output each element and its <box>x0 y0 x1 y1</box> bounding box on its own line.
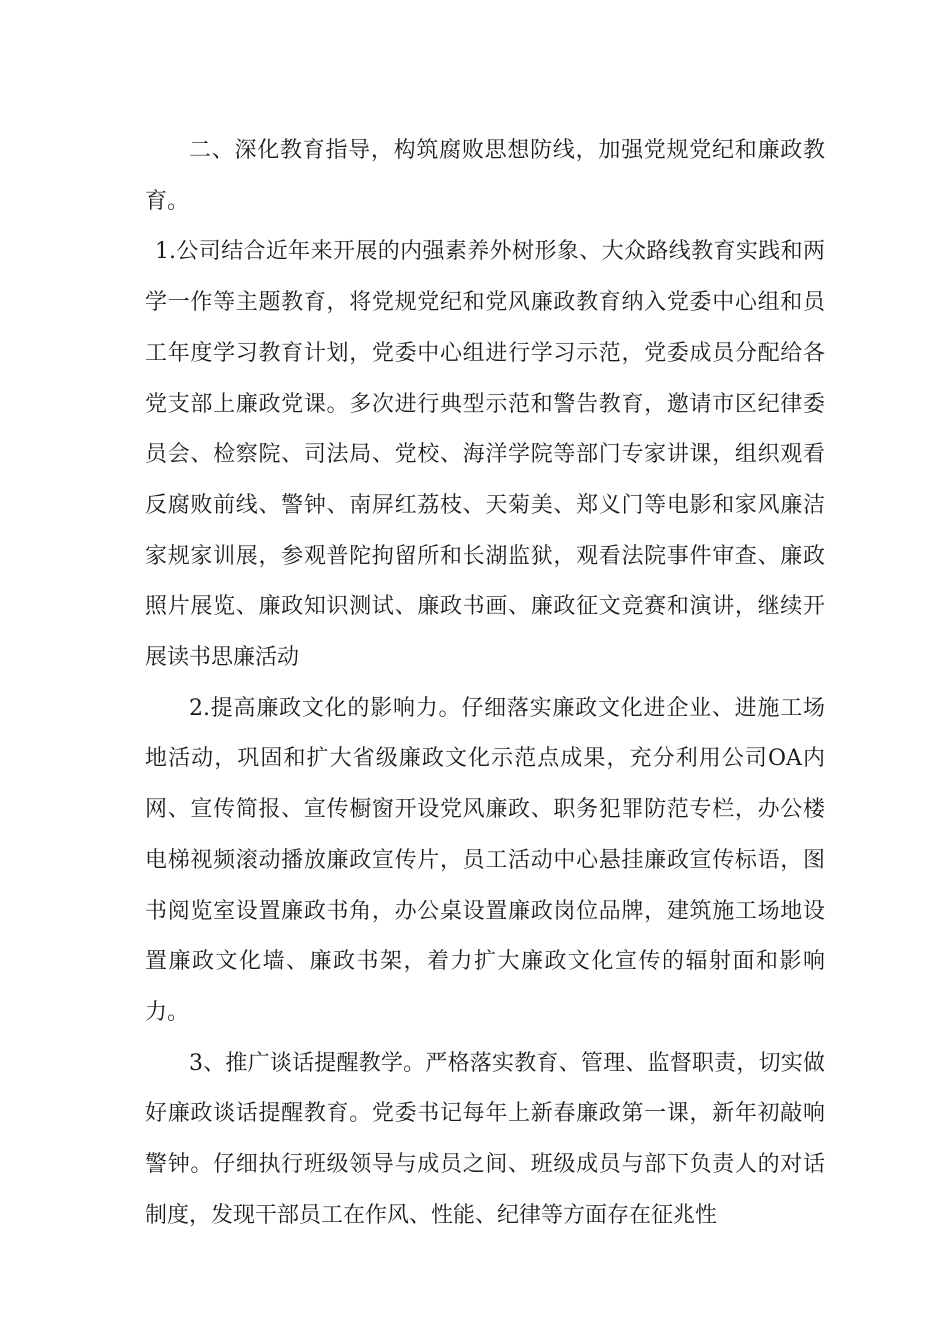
paragraph-item-1: 1.公司结合近年来开展的内强素养外树形象、大众路线教育实践和两学一作等主题教育，将党规党纪和党风廉政教育纳入党委中心组和员工年度学习教育计划，党委中心组进行学习示范，党委成员分配给各党支部上廉政党课。多次进行典型示范和警告教育，邀请市区纪律委员会、检察院、司法局、党校、海洋学院等部门专家讲课，组织观看反腐败前线、警钟、南屏红荔枝、天菊美、郑义门等电影和家风廉洁家规家训展，参观普陀拘留所和长湖监狱，观看法院事件审查、廉政照片展览、廉政知识测试、廉政书画、廉政征文竞赛和演讲，继续开展读书思廉活动 <box>145 239 825 671</box>
paragraph-item-3: 3、推广谈话提醒教学。严格落实教育、管理、监督职责，切实做好廉政谈话提醒教育。党委书记每年上新春廉政第一课，新年初敲响警钟。仔细执行班级领导与成员之间、班级成员与部下负责人的对话制度，发现干部员工在作风、性能、纪律等方面存在征兆性 <box>145 1050 825 1228</box>
paragraph-item-2: 2.提高廉政文化的影响力。仔细落实廉政文化进企业、进施工场地活动，巩固和扩大省级廉政文化示范点成果，充分利用公司OA内网、宣传简报、宣传橱窗开设党风廉政、职务犯罪防范专栏，办公楼电梯视频滚动播放廉政宣传片，员工活动中心悬挂廉政宣传标语，图书阅览室设置廉政书角，办公桌设置廉政岗位品牌，建筑施工场地设置廉政文化墙、廉政书架，着力扩大廉政文化宣传的辐射面和影响力。 <box>145 695 825 1025</box>
section-heading: 二、深化教育指导，构筑腐败思想防线，加强党规党纪和廉政教育。 <box>145 138 825 214</box>
document-body <box>145 126 825 1241</box>
